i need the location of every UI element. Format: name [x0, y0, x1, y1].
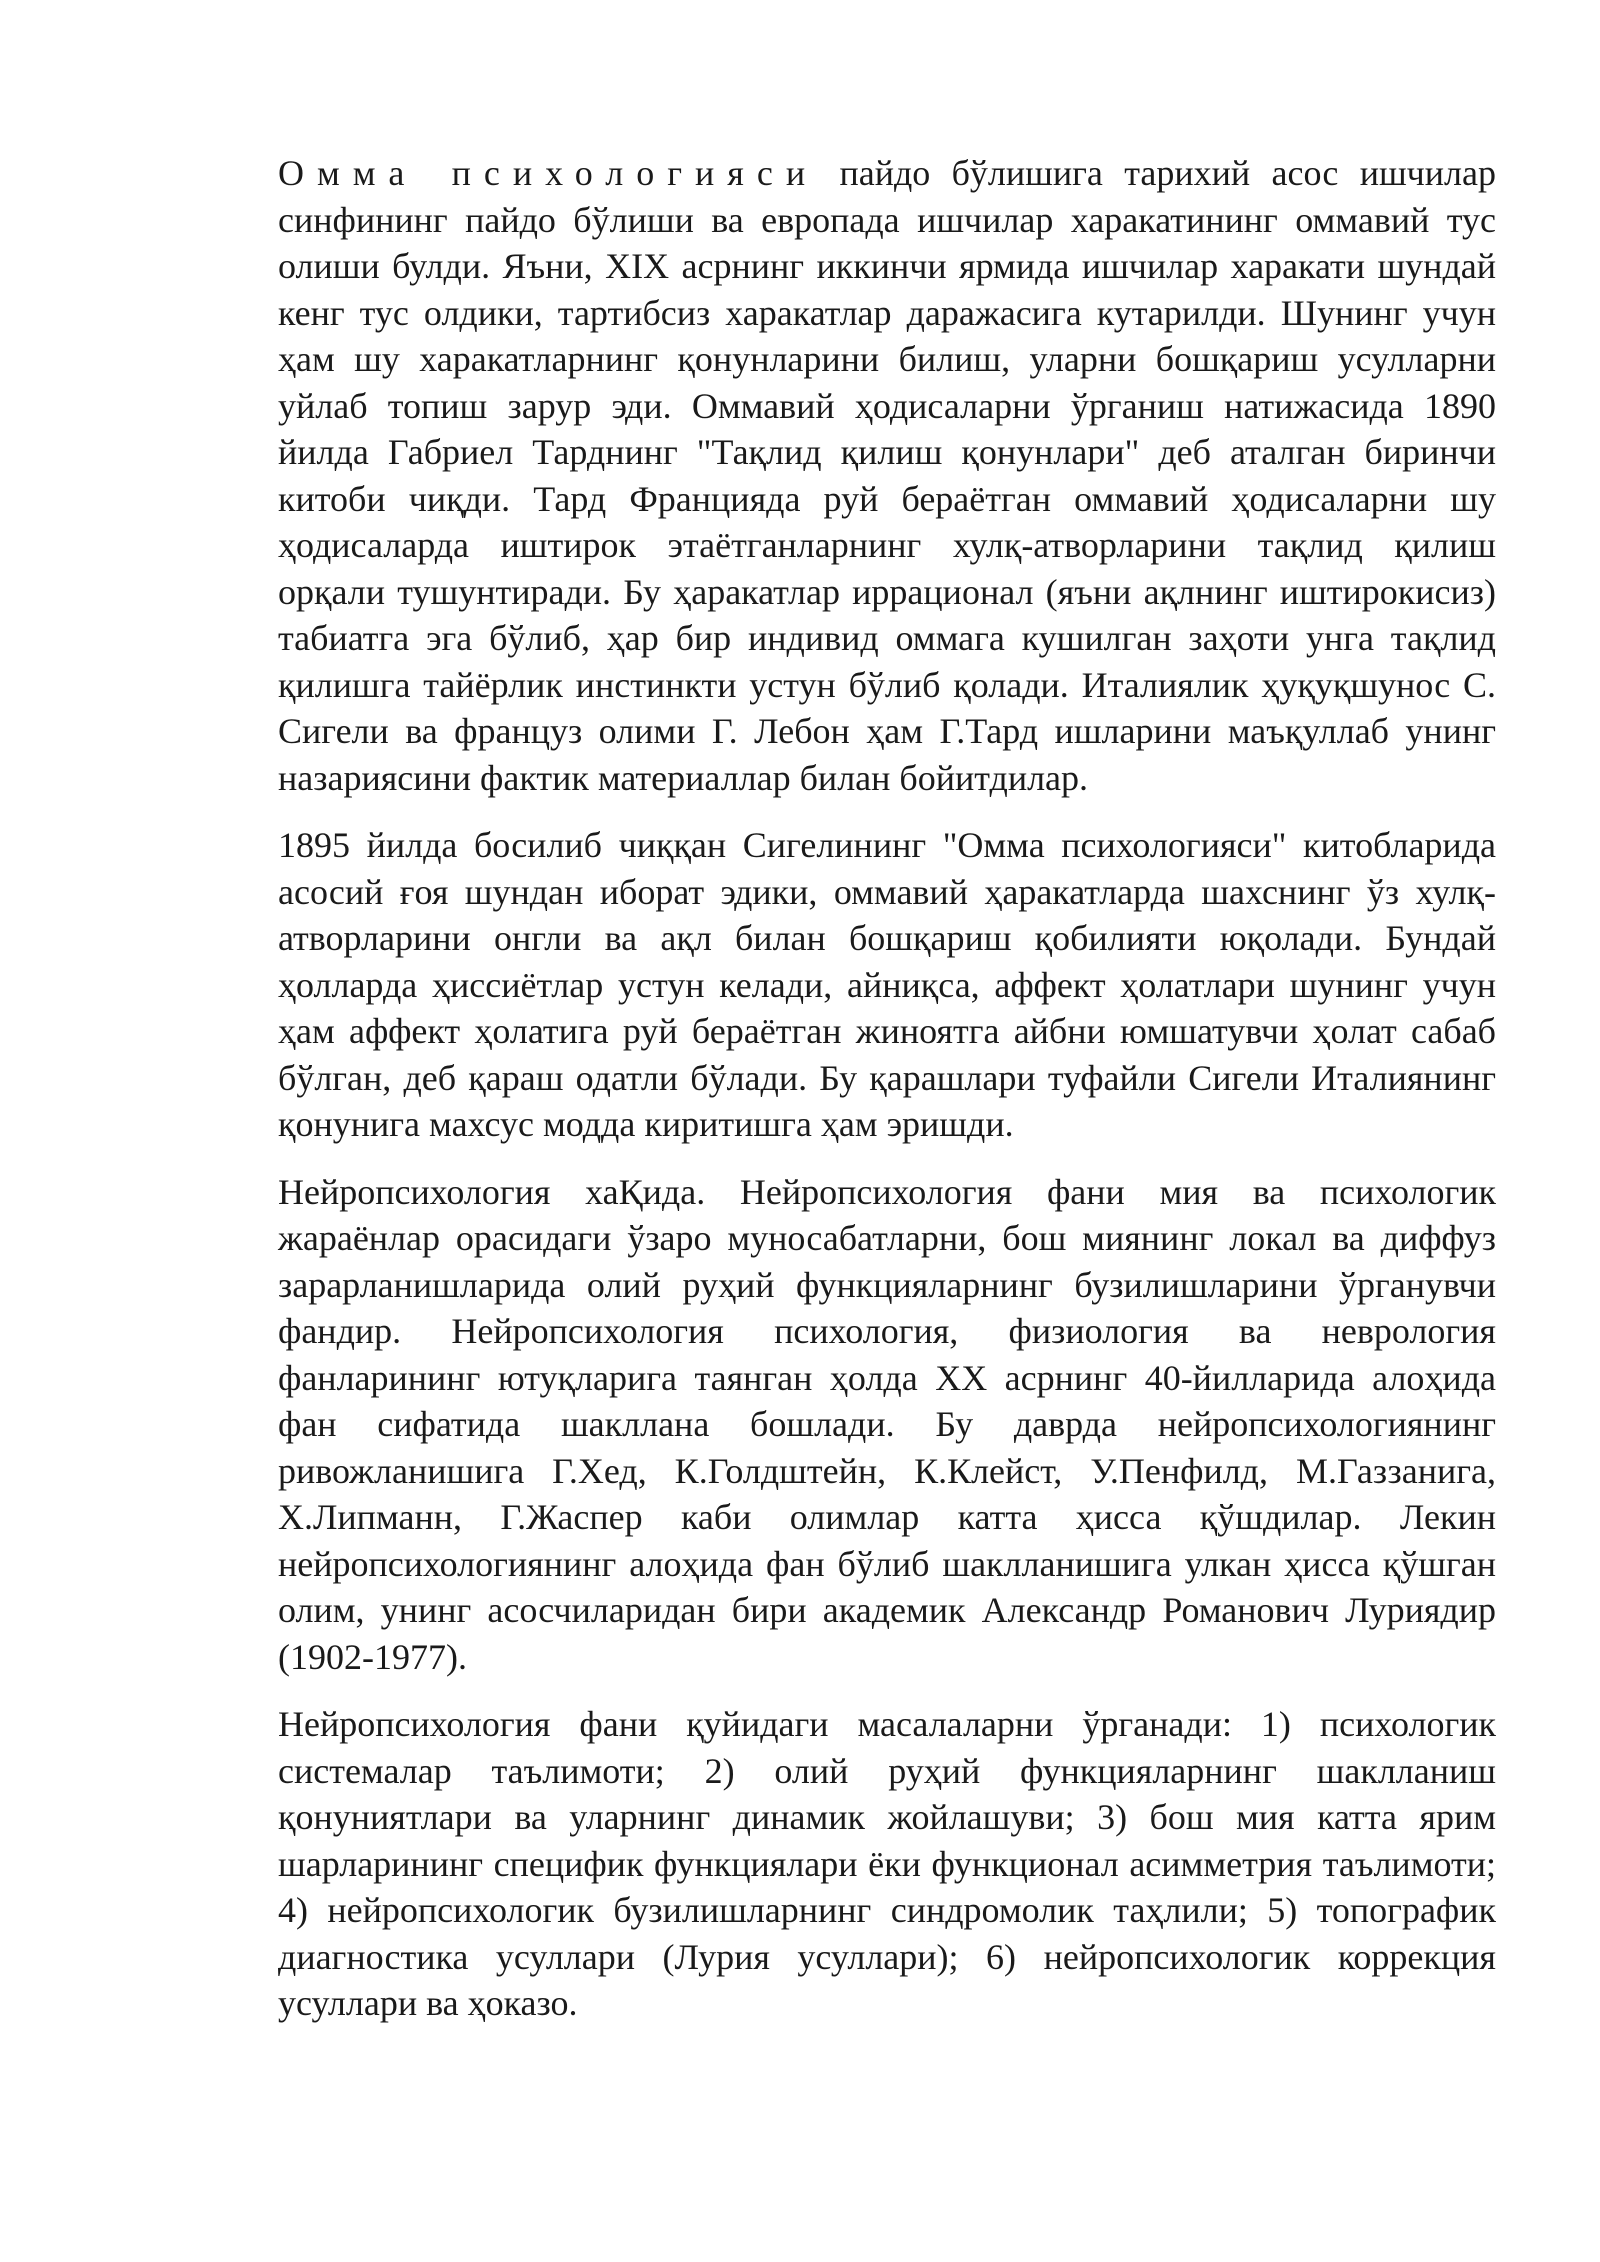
paragraph-mass-psychology-origins [278, 150, 1496, 801]
paragraph-text: пайдо бўлишига тарихий асос ишчилар синфининг пайдо бўлиши ва европада ишчилар харакатининг оммавий тус олиши булди. Яъни, XIX асрнинг иккинчи ярмида ишчилар харакати шундай кенг тус олдики, тартибсиз харакатлар даражасига кутарилди. Шунинг учун ҳам шу харакатларнинг қонунларини билиш, уларни бошқариш усулларни уйлаб топиш зарур эди. Оммавий ҳодисаларни ўрганиш натижасида 1890 йилда Габриел Тарднинг "Тақлид қилиш қонунлари" деб аталган биринчи китоби чиқди. Тард Францияда руй бераётган оммавий ҳодисаларни шу ҳодисаларда иштирок этаётганларнинг хулқ-атворларини тақлид қилиш орқали тушунтиради. Бу ҳаракатлар иррационал (яъни ақлнинг иштирокисиз) табиатга эга бўлиб, ҳар бир индивид оммага кушилган заҳоти унга тақлид қилишга тайёрлик инстинкти устун бўлиб қолади. Италиялик ҳуқуқшунос С. Сигели ва француз олими Г. Лебон ҳам Г.Тард ишларини маъқуллаб унинг назариясини фактик материаллар билан бойитдилар. [278, 153, 1496, 798]
paragraph-neuropsychology-about: Нейропсихология хаҚида. Нейропсихология фани мия ва психологик жараёнлар орасидаги ўзаро муносабатларни, бош миянинг локал ва диффуз зарарланишларида олий руҳий функцияларнинг бузилишларини ўрганувчи фандир. Нейропсихология психология, физиология ва неврология фанларининг ютуқларига таянган ҳолда XX асрнинг 40-йилларида алоҳида фан сифатида шакллана бошлади. Бу даврда нейропсихологиянинг ривожланишига Г.Хед, К.Голдштейн, К.Клейст, У.Пенфилд, М.Газзанига, Х.Липманн, Г.Жаспер каби олимлар катта ҳисса қўшдилар. Лекин нейропсихологиянинг алоҳида фан бўлиб шаклланишига улкан ҳисса қўшган олим, унинг асосчиларидан бири академик Александр Романович Луриядир (1902-1977). [278, 1171, 1496, 1677]
lead-term-spaced: Омма психологияси [278, 153, 819, 193]
paragraph-sigele-book: 1895 йилда босилиб чиққан Сигелининг "Омма психологияси" китобларида асосий ғоя шундан иборат эдики, оммавий ҳаракатларда шахснинг ўз хулқ-атворларини онгли ва ақл билан бошқариш қобилияти юқолади. Бундай ҳолларда ҳиссиётлар устун келади, айниқса, аффект ҳолатлари шунинг учун ҳам аффект ҳолатига руй бераётган жиноятга айбни юмшатувчи ҳолат сабаб бўлган, деб қараш одатли бўлади. Бу қарашлари туфайли Сигели Италиянинг қонунига махсус модда киритишга ҳам эришди. [278, 825, 1496, 1144]
document-page [278, 150, 1496, 2048]
paragraph-neuropsychology-tasks: Нейропсихология фани қуйидаги масалаларни ўрганади: 1) психологик системалар таълимоти; 2) олий руҳий функцияларнинг шаклланиш қонуниятлари ва уларнинг динамик жойлашуви; 3) бош мия катта ярим шарларининг специфик функциялари ёки функционал асимметрия таълимоти; 4) нейропсихологик бузилишларнинг синдромолик таҳлили; 5) топографик диагностика усуллари (Лурия усуллари); 6) нейропсихологик коррекция усуллари ва ҳоказо. [278, 1704, 1496, 2023]
